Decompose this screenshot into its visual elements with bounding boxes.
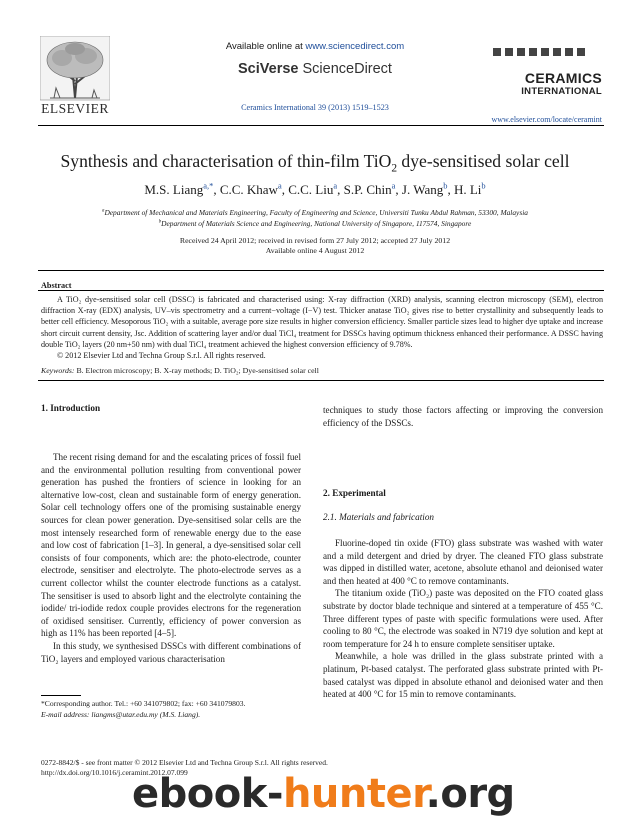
article-title — [30, 151, 600, 175]
author[interactable]: C.C. Khaw$^a$ — [219, 180, 282, 197]
paragraph: The titanium oxide (TiO₂) paste was deposited on the FTO coated glass substrate by doctor blade technique and sintered at a temperature of 455 °C. Three different types of paste with specific formulations were used. After cooling to 80 °C, the electrode was soaked in N719 dye solution and kept at room temperature for 24 h to ensure complete sensitiser uptake. — [323, 588, 603, 649]
title-part: Synthesis and characterisation of thin-film TiO — [60, 151, 392, 171]
abstract-text: A TiO₂ dye-sensitised solar cell (DSSC) is fabricated and characterised using: X-ray diffraction (XRD) analysis, scanning electron microscopy (SEM), electron diffraction X-ray (EDX) analysis, UV–vis spectrometry and a current−voltage (I−V) test. Thicker anatase TiO₂ gives rise to better crystallinity and subsequently leads to better cell efficiency. Mesoporous TiO₂ with a suitable, average pore size results in higher conversion efficiency. Smaller particle sizes lead to higher dye uptake and increase short circuit current density, Jsc. Addition of scattering layer and/or dual TiCl₄ treatment for DSSCs having optimum thickness enhanced their performance. A DSSC having double TiO₂ layers (20 nm+50 nm) with dual TiCl₄ treatment achieved the highest conversion efficiency of 9.78%. — [41, 295, 603, 349]
received-dates: Received 24 April 2012; received in revised form 27 July 2012; accepted 27 July 2012 — [179, 236, 451, 245]
platform-bold: SciVerse — [238, 61, 303, 77]
footnote-rule — [41, 695, 81, 696]
publisher-name: ELSEVIER — [41, 101, 109, 116]
journal-citation[interactable]: Ceramics International 39 (2013) 1519–1523 — [241, 103, 389, 112]
paragraph: techniques to study those factors affecting or improving the conversion efficiency of the DSSCs. — [323, 405, 603, 428]
author[interactable]: H. Li$^b$ — [453, 180, 486, 197]
author[interactable]: J. Wang$^b$ — [401, 180, 448, 197]
journal-url-link[interactable]: www.elsevier.com/locate/ceramint — [491, 115, 602, 124]
abstract-body — [41, 294, 603, 361]
paragraph: Fluorine-doped tin oxide (FTO) glass substrate was washed with water and a mild detergent and dried by dryer. The cleaned FTO glass substrate was dipped in distilled water, acetone, absolute ethanol and deionised water and then heated at 400 °C to remove contaminants. — [323, 538, 603, 586]
issn-line: 0272-8842/$ - see front matter © 2012 Elsevier Ltd and Techna Group S.r.l. All rights reserved. — [41, 758, 328, 767]
divider — [38, 380, 604, 381]
journal-name-line2: INTERNATIONAL — [521, 86, 602, 97]
watermark: ebook-hunter.org — [132, 771, 515, 817]
keywords-label: Keywords: — [41, 366, 75, 375]
title-subscript: 2 — [391, 162, 398, 175]
right-column — [323, 537, 603, 701]
platform-light: ScienceDirect — [302, 61, 392, 77]
ceramics-logo-icon — [487, 46, 597, 60]
availability-line — [200, 41, 430, 52]
divider — [38, 290, 604, 291]
right-column-top — [323, 404, 603, 429]
abstract-copyright: © 2012 Elsevier Ltd and Techna Group S.r.l. All rights reserved. — [57, 351, 266, 361]
author-list: M.S. Liang$^{a,*}$, C.C. Khaw$^a$, C.C. Liu$^a$, S.P. Chin$^a$, J. Wang$^b$, H. Li$^b$ — [144, 180, 486, 197]
author[interactable]: S.P. Chin$^a$ — [343, 180, 396, 197]
divider — [38, 270, 604, 271]
subsection-heading: 2.1. Materials and fabrication — [323, 512, 435, 522]
email-note[interactable]: E-mail address: liangms@utar.edu.my (M.S. Liang). — [41, 710, 201, 719]
header-rule — [38, 125, 604, 126]
affiliation-b: $^b$Department of Materials Science and Engineering, National University of Singapore, 117574, Singapore — [158, 219, 472, 228]
paragraph: Meanwhile, a hole was drilled in the glass substrate printed with a platinum, Pt-based catalyst. The perforated glass substrate printed with Pt-based catalyst was dipped in absolute ethanol and deionised water and then heated at 400 °C for 15 min to remove contaminants. — [323, 651, 603, 700]
doi-link[interactable]: http://dx.doi.org/10.1016/j.ceramint.2012.07.099 — [41, 768, 188, 777]
paragraph: The recent rising demand for and the escalating prices of fossil fuel and the environmental pollution resulting from conventional power generation has pushed the frontiers of science in looking for an alternative low-cost, clean and sustainable form of energy generation. Solar cell technology offers one of the promising sustainable energy sources for clean power generation. Dye-sensitised solar cells are the most intensely researched form of renewable energy due to the ease and low cost of fabrication [1–3]. In general, a dye-sensitised solar cell consists of four components, which are: the photo-electrode, counter electrode, sensitiser and electrolyte. The photo-electrode serves as a current collector whilst the counter electrode functions as a catalyst. The sensitiser is used to absorb light and the electrolyte containing the iodide/ tri-iodide redox couple provides electrons for the regeneration of oxidised sensitiser. Currently, efficiency of power conversion as high as 11% has been reported [4–5]. — [41, 452, 301, 639]
paragraph: In this study, we synthesised DSSCs with different combinations of TiO₂ layers and employed various characterisation — [41, 640, 301, 664]
corresponding-author-note: *Corresponding author. Tel.: +60 341079802; fax: +60 341079803. — [41, 699, 246, 708]
author[interactable]: M.S. Liang$^{a,*}$ — [144, 180, 214, 197]
section-heading-experimental: 2. Experimental — [323, 488, 386, 498]
available-prefix: Available online at — [225, 41, 306, 52]
abstract-heading: Abstract — [41, 281, 72, 290]
author[interactable]: C.C. Liu$^a$ — [288, 180, 338, 197]
online-date: Available online 4 August 2012 — [265, 246, 365, 255]
journal-name-line1: CERAMICS — [524, 70, 602, 86]
platform-logo — [200, 61, 430, 77]
title-part: dye-sensitised solar cell — [397, 151, 570, 171]
affiliation-a: $^a$Department of Mechanical and Materials Engineering, Faculty of Engineering and Science, Universiti Tunku Abdul Rahman, 53300, Malaysia — [102, 208, 528, 217]
keywords-list: B. Electron microscopy; B. X-ray methods; D. TiO₂; Dye-sensitised solar cell — [74, 366, 319, 375]
left-column — [41, 451, 301, 665]
keywords — [41, 366, 601, 375]
sciencedirect-link[interactable]: www.sciencedirect.com — [305, 41, 405, 52]
section-heading-introduction: 1. Introduction — [41, 403, 101, 413]
